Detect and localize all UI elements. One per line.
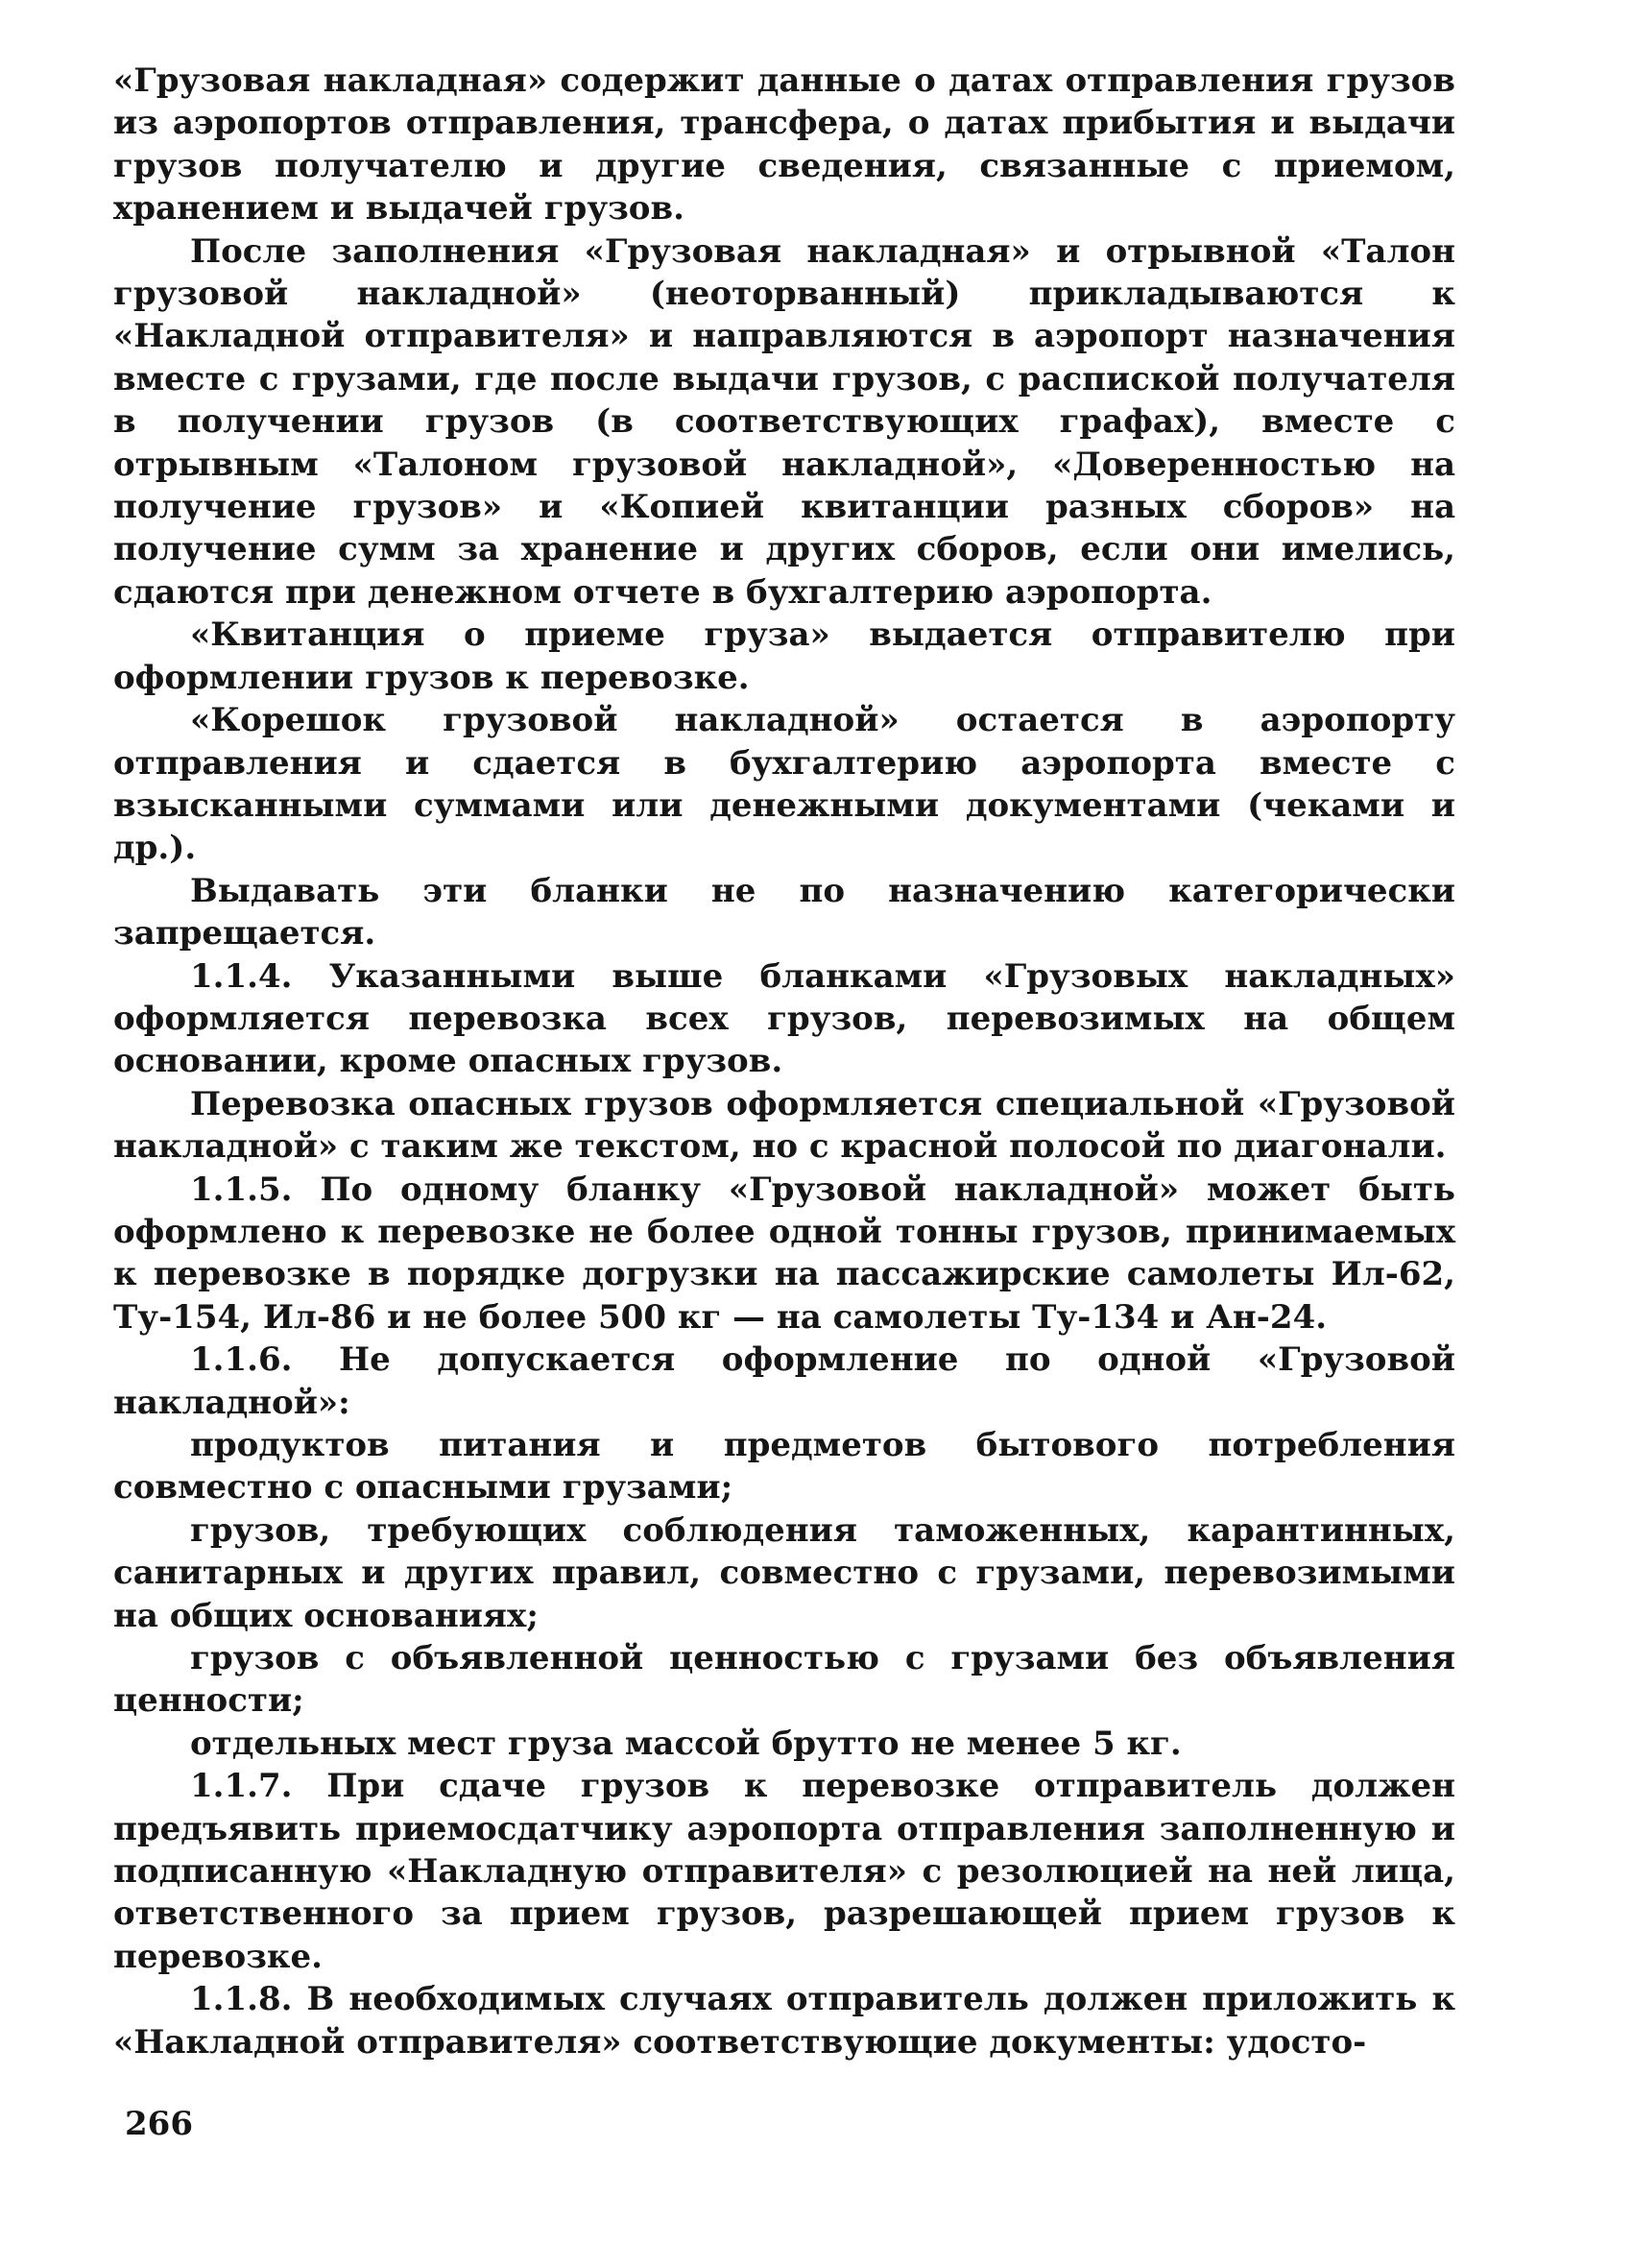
list-item: грузов, требующих соблюдения таможенных, карантинных, санитарных и других правил, совместно с грузами, перевозимыми на общих основаниях;	[113, 1510, 1455, 1635]
paragraph: 1.1.5. По одному бланку «Грузовой накладной» может быть оформлено к перевозке не более одной тонны грузов, принимаемых к перевозке в порядке догрузки на пассажирские самолеты Ил-62, Ту-154, Ил-86 и не более 500 кг — на самолеты Ту-134 и Ан-24.	[113, 1170, 1455, 1337]
paragraph: 1.1.7. При сдаче грузов к перевозке отправитель должен предъявить приемосдатчику аэропорта отправления заполненную и подписанную «Накладную отправителя» с резолюцией на ней лица, ответственного за прием грузов, разрешающей прием грузов к перевозке.	[113, 1767, 1455, 1976]
list-item: продуктов питания и предметов бытового потребления совместно с опасными грузами;	[113, 1426, 1455, 1508]
paragraph: 1.1.8. В необходимых случаях отправитель должен приложить к «Накладной отправителя» соответствующие документы: удосто-	[113, 1980, 1455, 2062]
paragraph: 1.1.4. Указанными выше бланками «Грузовых накладных» оформляется перевозка всех грузов, перевозимых на общем основании, кроме опасных грузов.	[113, 956, 1455, 1081]
paragraph: Выдавать эти бланки не по назначению категорически запрещается.	[113, 871, 1455, 953]
page-number: 266	[125, 2105, 193, 2143]
paragraph: «Корешок грузовой накладной» остается в аэропорту отправления и сдается в бухгалтерию аэропорта вместе с взысканными суммами или денежными документами (чеками и др.).	[113, 701, 1455, 868]
paragraph: «Квитанция о приеме груза» выдается отправителю при оформлении грузов к перевозке.	[113, 615, 1455, 697]
list-item: грузов с объявленной ценностью с грузами без объявления ценности;	[113, 1639, 1455, 1721]
paragraph: После заполнения «Грузовая накладная» и отрывной «Талон грузовой накладной» (неоторванный) прикладываются к «Накладной отправителя» и направляются в аэропорт назначения вместе с грузами, где после выдачи грузов, с распиской получателя в получении грузов (в соответствующих графах), вместе с отрывным «Талоном грузовой накладной», «Доверенностью на получение грузов» и «Копией квитанции разных сборов» на получение сумм за хранение и других сборов, если они имелись, сдаются при денежном отчете в бухгалтерию аэропорта.	[113, 231, 1455, 612]
paragraph: Перевозка опасных грузов оформляется специальной «Грузовой накладной» с таким же текстом, но с красной полосой по диагонали.	[113, 1084, 1455, 1167]
paragraph: «Грузовая накладная» содержит данные о датах отправления грузов из аэропортов отправления, трансфера, о датах прибытия и выдачи грузов получателю и другие сведения, связанные с приемом, хранением и выдачей грузов.	[113, 61, 1455, 229]
list-item: отдельных мест груза массой брутто не менее 5 кг.	[190, 1724, 1182, 1763]
paragraph: 1.1.6. Не допускается оформление по одной «Грузовой накладной»:	[113, 1340, 1455, 1422]
document-body	[113, 60, 1455, 2063]
